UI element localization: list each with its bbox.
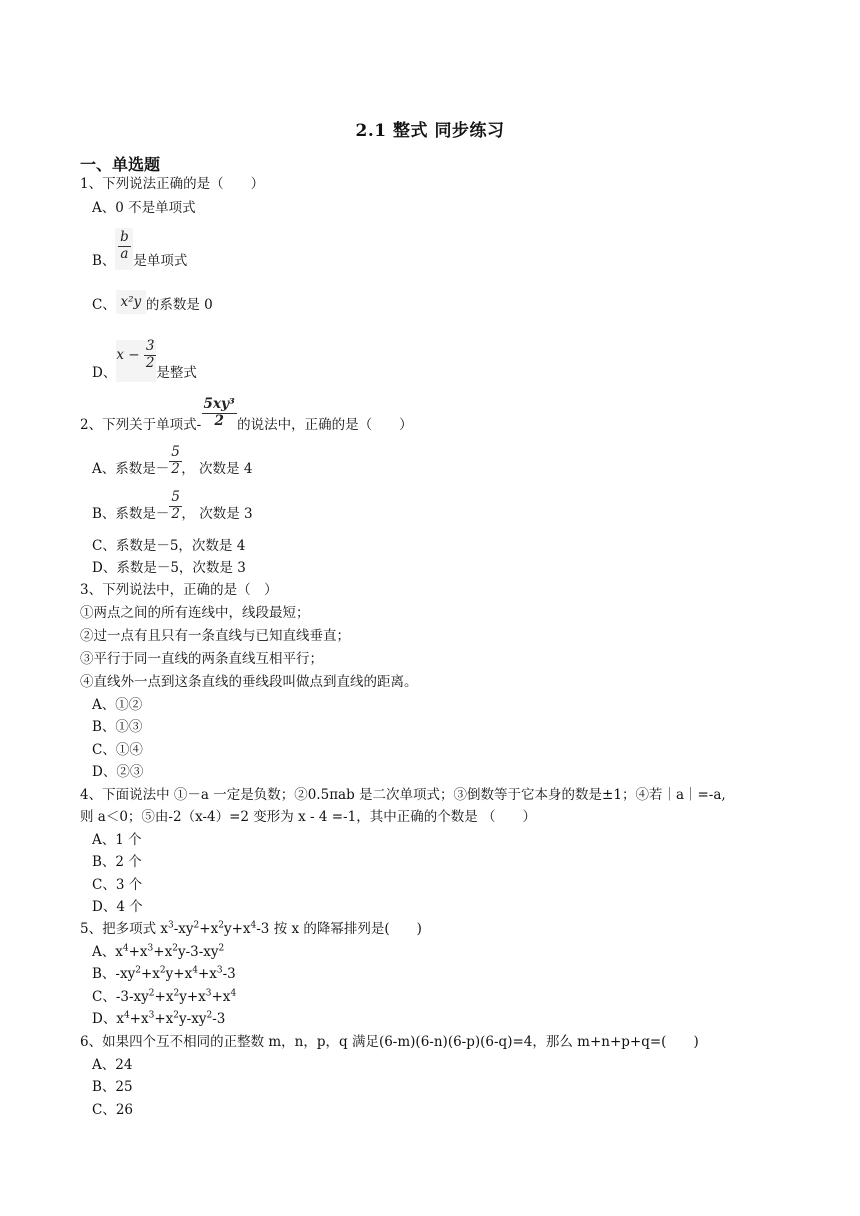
question-1-stem: 1、下列说法正确的是（ ） xyxy=(80,176,265,192)
question-3-statement-4: ④直线外一点到这条直线的垂线段叫做点到直线的距离。 xyxy=(80,674,418,690)
exponent: 4 xyxy=(123,1010,130,1021)
question-1-option-a: A、0 不是单项式 xyxy=(92,200,196,216)
fraction-numerator: 3 xyxy=(145,338,155,354)
question-4-option-c: C、3 个 xyxy=(92,877,143,893)
option-text: y+x xyxy=(179,989,206,1005)
question-6-option-b: B、25 xyxy=(92,1079,133,1095)
option-text: 是单项式 xyxy=(133,253,188,269)
fraction-five-halves xyxy=(169,491,181,523)
question-3-statement-3: ③平行于同一直线的两条直线互相平行； xyxy=(80,651,323,667)
question-5-option-d xyxy=(92,1010,225,1028)
question-3-option-d: D、②③ xyxy=(92,764,144,780)
exponent: 4 xyxy=(250,920,257,931)
question-4-option-d: D、4 个 xyxy=(92,899,143,915)
exponent: 2 xyxy=(173,1010,180,1021)
question-4-option-b: B、2 个 xyxy=(92,854,142,870)
question-1-option-d xyxy=(92,340,197,382)
question-2-option-a xyxy=(92,446,252,478)
option-text: A、x xyxy=(92,944,123,960)
option-text: ， 次数是 3 xyxy=(181,506,253,522)
fraction-5xy3-over-2 xyxy=(201,398,237,434)
option-text: +x xyxy=(129,1011,149,1027)
question-6-option-c: C、26 xyxy=(92,1102,134,1118)
question-5-option-c xyxy=(92,988,236,1006)
fraction-b-over-a xyxy=(115,228,133,270)
question-3-statement-2: ②过一点有且只有一条直线与已知直线垂直； xyxy=(80,628,350,644)
question-5-option-b xyxy=(92,965,236,983)
option-text: +x xyxy=(128,944,148,960)
exponent: 2 xyxy=(173,988,180,999)
exponent: 3 xyxy=(205,988,212,999)
exponent: 2 xyxy=(206,1010,213,1021)
option-label: B、 xyxy=(92,253,116,269)
option-label: C、 xyxy=(92,297,116,313)
option-text: +x xyxy=(197,966,217,982)
option-text: -3 xyxy=(212,1011,226,1027)
stem-text: 5、把多项式 x xyxy=(80,921,168,937)
question-3-option-c: C、①④ xyxy=(92,742,143,758)
exponent: 2 xyxy=(159,965,166,976)
option-text: B、-xy xyxy=(92,966,136,982)
fraction-denominator: 2 xyxy=(171,505,181,522)
exponent: 2 xyxy=(193,920,200,931)
exponent: 3 xyxy=(147,943,154,954)
question-3-option-b: B、①③ xyxy=(92,719,143,735)
question-2-stem xyxy=(80,398,413,434)
stem-text: +x xyxy=(199,921,219,937)
fraction-denominator: 2 xyxy=(171,460,180,477)
stem-text: -xy xyxy=(173,921,194,937)
exponent: 2 xyxy=(218,920,224,931)
page-title: 2.1 整式 同步练习 xyxy=(355,121,505,141)
exponent: 3 xyxy=(168,920,174,931)
question-2-option-d: D、系数是－5，次数是 3 xyxy=(92,560,246,576)
option-text: y-3-xy xyxy=(177,944,219,960)
question-3-stem: 3、下列说法中，正确的是（ ） xyxy=(80,582,278,598)
question-1-option-b xyxy=(92,228,187,270)
fraction-numerator: 5xy³ xyxy=(203,396,235,412)
stem-text: 2、下列关于单项式- xyxy=(80,417,202,433)
option-text: y+x xyxy=(165,966,193,982)
fraction-numerator: b xyxy=(120,229,129,245)
exponent: 2 xyxy=(172,943,178,954)
question-3-statement-1: ①两点之间的所有连线中，线段最短； xyxy=(80,605,310,621)
exponent: 2 xyxy=(135,965,141,976)
question-6-stem: 6、如果四个互不相同的正整数 m，n，p，q 满足(6-m)(6-n)(6-p)(6-q)=4，那么 m+n+p+q=( ) xyxy=(80,1034,699,1050)
exponent: 4 xyxy=(122,943,129,954)
option-text: +x xyxy=(154,1011,174,1027)
exponent: 4 xyxy=(192,965,198,976)
question-6-option-a: A、24 xyxy=(92,1057,133,1073)
question-2-option-c: C、系数是－5，次数是 4 xyxy=(92,538,246,554)
option-text: +x xyxy=(154,989,174,1005)
option-text: D、x xyxy=(92,1011,124,1027)
exponent: 2 xyxy=(218,943,225,954)
question-4-stem-line-2: 则 a＜0；⑤由-2（x-4）=2 变形为 x - 4 =-1，其中正确的个数是 （ ） xyxy=(80,809,536,825)
fraction-denominator: a xyxy=(120,245,129,262)
option-label: D、 xyxy=(92,365,117,381)
question-1-option-c xyxy=(92,290,213,314)
option-text: ， 次数是 4 xyxy=(181,461,253,477)
question-2-option-b xyxy=(92,491,253,523)
option-label: A、系数是－ xyxy=(92,461,170,477)
option-text: +x xyxy=(153,944,173,960)
expression-x-minus-three-halves xyxy=(116,340,156,382)
expression-term: x − xyxy=(116,347,140,363)
option-text: +x xyxy=(211,989,231,1005)
question-4-option-a: A、1 个 xyxy=(92,832,142,848)
exponent: 2 xyxy=(148,988,155,999)
question-5-stem xyxy=(80,920,422,938)
question-3-option-a: A、①② xyxy=(92,697,143,713)
stem-text: -3 按 x 的降幂排列是( ) xyxy=(256,921,422,937)
fraction-denominator: 2 xyxy=(214,412,224,429)
expression-x2y: x²y xyxy=(116,290,146,314)
option-text: y-xy xyxy=(179,1011,207,1027)
stem-text: 的说法中，正确的是（ ） xyxy=(237,417,413,433)
option-text: 的系数是 0 xyxy=(145,297,213,313)
exponent: 4 xyxy=(230,988,237,999)
option-text: +x xyxy=(140,966,160,982)
option-text: C、-3-xy xyxy=(92,989,149,1005)
question-5-option-a xyxy=(92,943,224,961)
exponent: 3 xyxy=(148,1010,155,1021)
fraction-denominator: 2 xyxy=(145,354,155,371)
option-text: 是整式 xyxy=(156,365,197,381)
option-label: B、系数是－ xyxy=(92,506,170,522)
section-heading: 一、单选题 xyxy=(80,155,161,174)
option-text: -3 xyxy=(222,966,236,982)
stem-text: y+x xyxy=(223,921,251,937)
exponent: 3 xyxy=(216,965,223,976)
fraction-numerator: 5 xyxy=(171,489,181,505)
fraction-five-halves xyxy=(169,446,181,478)
fraction-numerator: 5 xyxy=(171,444,180,460)
question-4-stem-line-1: 4、下面说法中 ①－a 一定是负数；②0.5πab 是二次单项式；③倒数等于它本身的数是±1；④若｜a｜=-a, xyxy=(80,787,726,803)
